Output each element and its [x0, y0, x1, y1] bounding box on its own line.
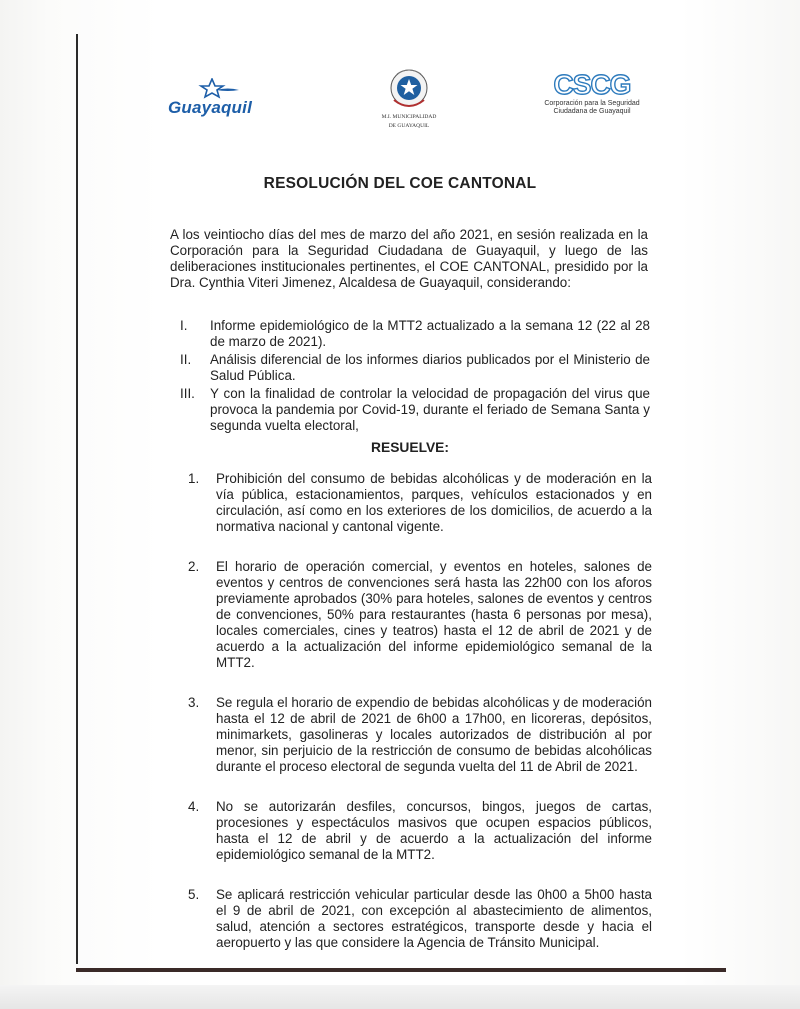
resolution-number: 2.: [188, 559, 200, 574]
consideration-item: [170, 386, 650, 434]
seal-caption-2: DE GUAYAQUIL: [388, 122, 430, 129]
bottom-rule: [76, 968, 726, 972]
resolution-item: [176, 695, 652, 775]
resolution-number: 5.: [188, 887, 200, 902]
resolution-item: [176, 799, 652, 863]
considerations-list: [170, 318, 650, 436]
bottom-edge-shadow: [0, 985, 800, 1009]
consideration-number: II.: [180, 352, 192, 367]
resolution-item: [176, 559, 652, 671]
resolutions-list: [176, 471, 652, 975]
resolution-number: 1.: [188, 471, 200, 486]
intro-paragraph: A los veintiocho días del mes de marzo del año 2021, en sesión realizada en la Corporación para la Seguridad Ciudadana de Guayaquil, y luego de las deliberaciones institucionales pertinentes, el COE CANTONAL, presidido por la Dra. Cynthia Viteri Jimenez, Alcaldesa de Guayaquil, considerando:: [170, 227, 648, 290]
consideration-item: [170, 318, 650, 350]
left-margin-rule: [76, 34, 78, 964]
consideration-item: [170, 352, 650, 384]
resuelve-heading: RESUELVE:: [371, 440, 449, 455]
resolution-number: 3.: [188, 695, 200, 710]
guayaquil-wordmark: Guayaquil: [168, 98, 252, 117]
resolution-text: Prohibición del consumo de bebidas alcohólicas y de moderación en la vía pública, estacionamientos, parques, vehículos estacionados y en circulación, así como en los exteriores de los domicilios, de acuerdo a la normativa nacional y cantonal vigente.: [216, 471, 652, 534]
cscg-mark: CSCG: [553, 69, 631, 100]
cscg-logo: [532, 70, 652, 130]
resolution-text: El horario de operación comercial, y eventos en hoteles, salones de eventos y centros de convenciones será hasta las 22h00 con los aforos previamente aprobados (30% para hoteles, salones de eventos y centros de convenciones, 50% para restaurantes (hasta 6 personas por mesa), locales comerciales, cines y teatros) hasta el 12 de abril de 2021 y de acuerdo a la actualización del informe epidemiológico semanal de la MTT2.: [216, 559, 652, 670]
resolution-text: No se autorizarán desfiles, concursos, bingos, juegos de cartas, procesiones y espectáculos masivos que ocupen espacios públicos, hasta el 12 de abril y de acuerdo a la actualización del informe epidemiológico semanal de la MTT2.: [216, 799, 652, 862]
cscg-caption-1: Corporación para la Seguridad: [544, 100, 640, 107]
consideration-text: Y con la finalidad de controlar la velocidad de propagación del virus que provoca la pandemia por Covid-19, durante el feriado de Semana Santa y segunda vuelta electoral,: [210, 386, 650, 433]
seal-caption-1: M.I. MUNICIPALIDAD: [381, 114, 437, 120]
consideration-text: Análisis diferencial de los informes diarios publicados por el Ministerio de Salud Pública.: [210, 352, 650, 383]
municipality-seal-logo: [364, 68, 454, 132]
consideration-text: Informe epidemiológico de la MTT2 actualizado a la semana 12 (22 al 28 de marzo de 2021).: [210, 318, 650, 349]
consideration-number: I.: [180, 318, 188, 333]
resolution-item: [176, 471, 652, 535]
resolution-text: Se aplicará restricción vehicular particular desde las 0h00 a 5h00 hasta el 9 de abril de 2021, con excepción al abastecimiento de alimentos, salud, atención a sectores estratégicos, transporte desde y hacia el aeropuerto y las que considere la Agencia de Tránsito Municipal.: [216, 887, 652, 950]
document-title: RESOLUCIÓN DEL COE CANTONAL: [263, 175, 537, 192]
cscg-caption-2: Ciudadana de Guayaquil: [553, 108, 631, 115]
consideration-number: III.: [180, 386, 195, 401]
seal-icon: [385, 68, 433, 112]
resolution-text: Se regula el horario de expendio de bebidas alcohólicas y de moderación hasta el 12 de abril de 2021 de 6h00 a 17h00, en licoreras, depósitos, minimarkets, gasolineras y locales autorizados de distribución al por menor, sin perjuicio de la restricción de consumo de bebidas alcohólicas durante el proceso electoral de segunda vuelta del 11 de Abril de 2021.: [216, 695, 652, 774]
star-icon: [198, 78, 240, 100]
guayaquil-logo: [168, 78, 268, 123]
resolution-item: [176, 887, 652, 951]
resolution-number: 4.: [188, 799, 200, 814]
